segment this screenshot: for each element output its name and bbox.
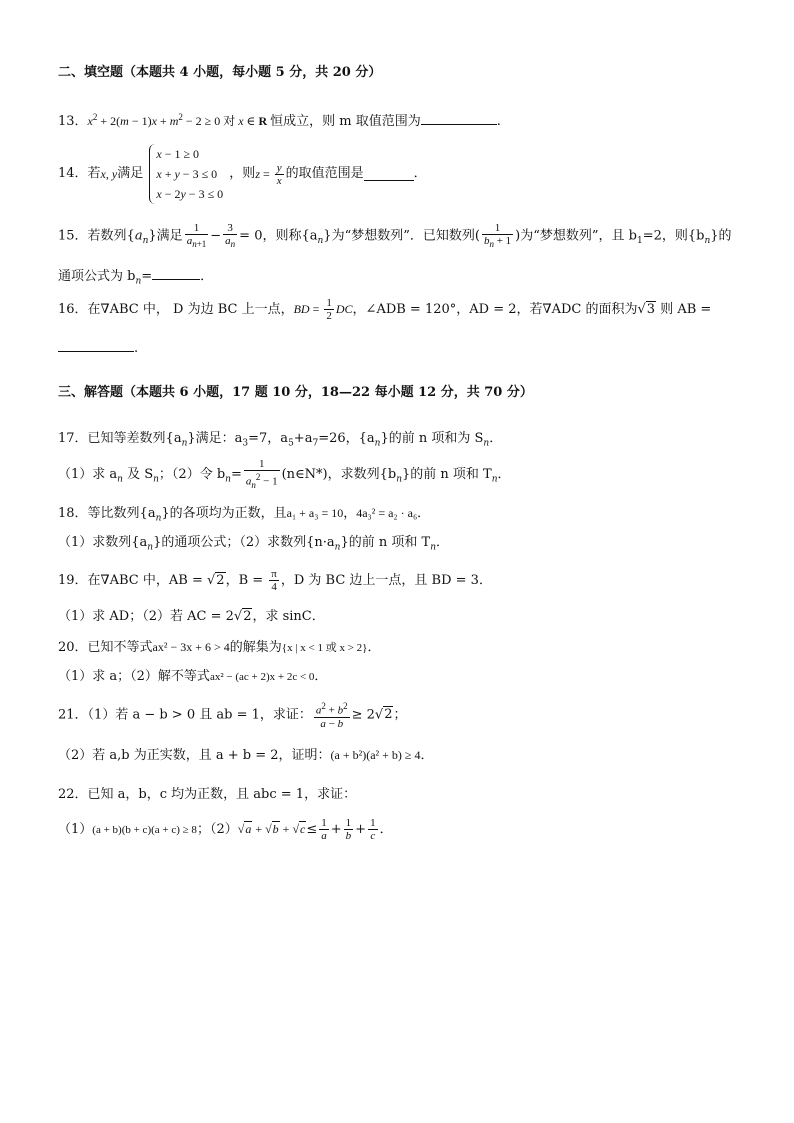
question-19-parts: （1）求 AD；（2）若 AC = 2√2，求 sinC． xyxy=(58,609,325,624)
question-17-parts: （1）求 $a_n$ 及 $S_n$；（2）令 $b_n=$ $\frac{1}{a_n^2 - 1}$ (n∈N*)，求数列$\{b_n\}$的前 n 项和 $T_n$． xyxy=(58,458,511,490)
question-15-line-2: 通项公式为 $b_n=$ ． xyxy=(58,266,213,291)
question-21-part-2: （2）若 a,b 为正实数，且 a + b = 2，证明：(a + b²)(a² + b) ≥ 4． xyxy=(58,748,434,763)
question-19: 19．在∇ABC 中，AB = √2，B = $\frac{\pi}{4}$ ，D 为 BC 边上一点，且 BD = 3． xyxy=(58,568,492,593)
solve-section-title: 三、解答题（本题共 6 小题，17 题 10 分，18—22 每小题 12 分，共 70 分） xyxy=(58,385,533,400)
question-20: 20．已知不等式ax² − 3x + 6 > 4的解集为{x | x < 1 或 x > 2}． xyxy=(58,640,381,655)
question-17: 17．已知等差数列$\{a_n\}$满足：$a_3=7$，$a_5+a_7=26$，$\{a_n\}$的前 n 项和为 $S_n$． xyxy=(58,431,503,449)
answer-blank[interactable] xyxy=(364,167,414,181)
answer-blank[interactable] xyxy=(152,266,200,280)
question-18: 18．等比数列$\{a_n\}$的各项均为正数，且a₁ + a₃ = 10，4a₃² = a₂ · a₆． xyxy=(58,506,431,524)
question-21: 21．（1）若 a − b > 0 且 ab = 1，求证： $\frac{a^2 + b^2}{a - b}$ ≥ 2√2； xyxy=(58,701,407,730)
answer-blank[interactable] xyxy=(58,338,134,352)
question-15: 15．若数列$\{a_n\}$满足 $\frac{1}{a_{n+1}}$ − $\frac{3}{a_n}$ = 0，则称$\{a_n\}$为“梦想数列”．已知数列( $\frac{1}{b_n + 1}$ )为“梦想数列”，且 $b_1=2$，则$\{b_n\}$的 xyxy=(58,222,732,250)
question-18-parts: （1）求数列$\{a_n\}$的通项公式；（2）求数列$\{n\cdot a_n\}$的前 n 项和 $T_n$． xyxy=(58,535,449,553)
question-13: 13．$x^2 + 2(m - 1)x + m^2 - 2 \ge 0$ 对 x ∈ R 恒成立，则 m 取值范围为 . xyxy=(58,112,501,129)
question-20-parts: （1）求 a；（2）解不等式ax² − (ac + 2)x + 2c < 0． xyxy=(58,669,328,684)
constraint-system: x − 1 ≥ 0 x + y − 3 ≤ 0 x − 2y − 3 ≤ 0 xyxy=(149,144,223,204)
answer-blank[interactable] xyxy=(421,111,497,125)
question-22: 22．已知 a，b，c 均为正数，且 abc = 1，求证： xyxy=(58,787,357,802)
fill-section-title: 二、填空题（本题共 4 小题，每小题 5 分，共 20 分） xyxy=(58,65,382,80)
question-16: 16．在∇ABC 中， D 为边 BC 上一点，BD = $\frac{1}{2}$ DC，∠ADB = 120°，AD = 2，若∇ADC 的面积为√3 则 AB = xyxy=(58,297,712,322)
question-16-line-2: . xyxy=(58,338,138,358)
question-14: 14．若x, y满足 x − 1 ≥ 0 x + y − 3 ≤ 0 x − 2y − 3 ≤ 0 ，则z = $\frac{y}{x}$ 的取值范围是 ． xyxy=(58,144,427,204)
question-22-parts: （1）(a + b)(b + c)(a + c) ≥ 8；（2）√a + √b + √c≤ $\frac{1}{a}$ + $\frac{1}{b}$ + $\frac{1}{c}$ ． xyxy=(58,817,393,842)
